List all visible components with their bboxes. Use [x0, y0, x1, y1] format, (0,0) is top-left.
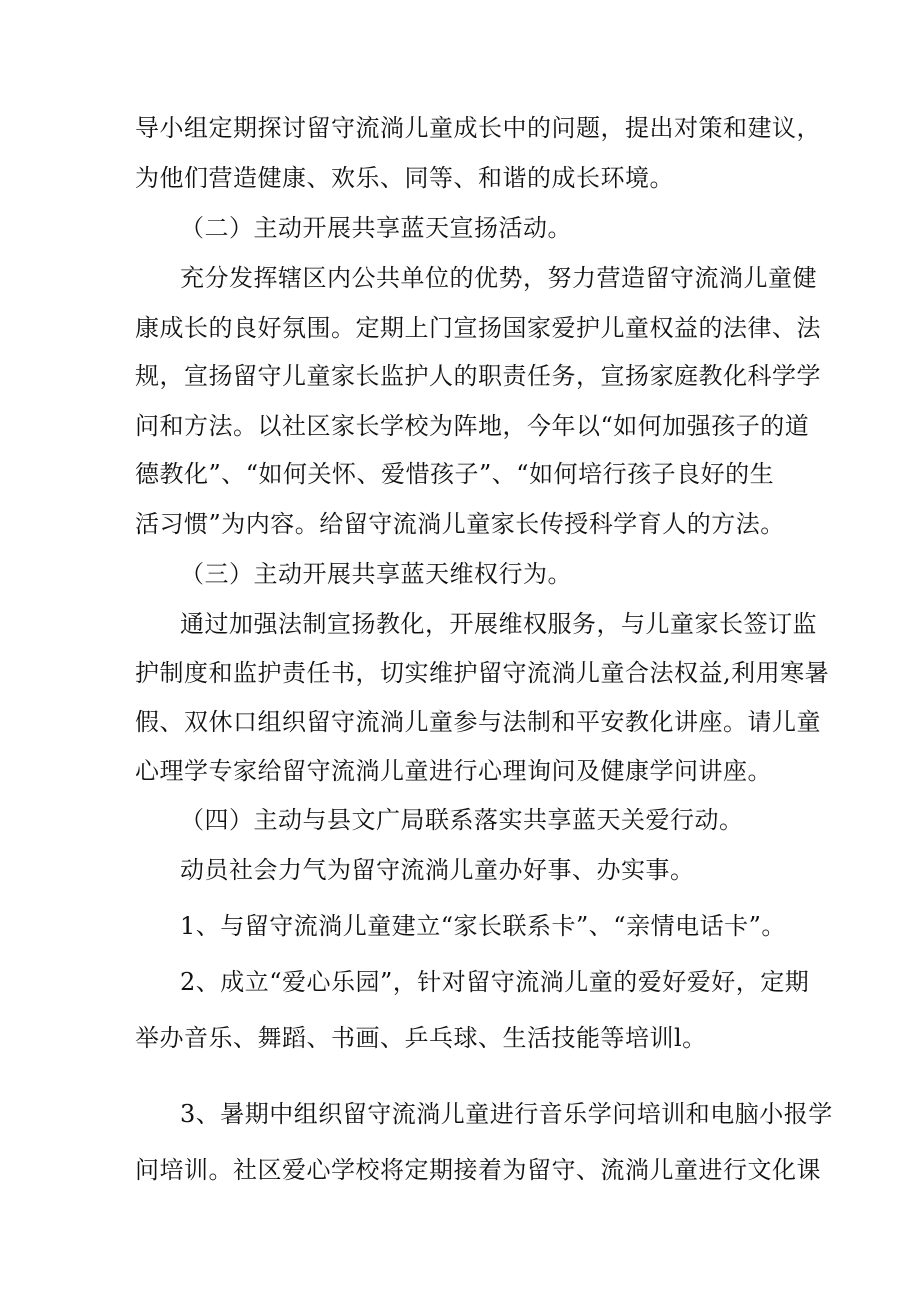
text-line: 为他们营造健康、欢乐、同等、和谐的成长环境。	[135, 164, 674, 192]
text-line: 假、双休口组织留守流淌儿童参与法制和平安教化讲座。请儿童	[135, 708, 821, 736]
section-heading-4: （四）主动与县文广局联系落实共享蓝天关爱行动。	[180, 806, 744, 834]
text-line: 护制度和监护责任书，切实维护留守流淌儿童合法权益,利用寒暑	[135, 659, 830, 687]
section-heading-3: （三）主动开展共享蓝天维权行为。	[180, 560, 572, 588]
text-line: 举办音乐、舞蹈、书画、乒乓球、生活技能等培训l。	[135, 1024, 707, 1052]
text-line: 导小组定期探讨留守流淌儿童成长中的问题，提出对策和建议，	[135, 114, 821, 142]
list-item-1: 1、与留守流淌儿童建立“家长联系卡”、“亲情电话卡”。	[180, 912, 786, 940]
text-line: 通过加强法制宣扬教化，开展维权服务，与儿童家长签订监	[180, 610, 817, 638]
text-line: 规，宣扬留守儿童家长监护人的职责任务，宣扬家庭教化科学学	[135, 362, 821, 390]
text-line: 问培训。社区爱心学校将定期接着为留守、流淌儿童进行文化课	[135, 1156, 821, 1184]
text-line: 充分发挥辖区内公共单位的优势，努力营造留守流淌儿童健	[180, 264, 817, 292]
text-line: 康成长的良好氛围。定期上门宣扬国家爱护儿童权益的法律、法	[135, 314, 821, 342]
text-line: 动员社会力气为留守流淌儿童办好事、办实事。	[180, 856, 695, 884]
list-item-3: 3、暑期中组织留守流淌儿童进行音乐学问培训和电脑小报学	[180, 1100, 833, 1128]
text-line: 心理学专家给留守流淌儿童进行心理询问及健康学问讲座。	[135, 757, 772, 785]
list-item-2: 2、成立“爱心乐园”，针对留守流淌儿童的爱好爱好，定期	[180, 968, 810, 996]
text-line: 德教化”、“如何关怀、爱惜孩子”、“如何培行孩子良好的生	[135, 460, 775, 488]
text-line: 活习惯”为内容。给留守流淌儿童家长传授科学育人的方法。	[135, 510, 785, 538]
text-line: 问和方法。以社区家长学校为阵地，今年以“如何加强孩子的道	[135, 412, 810, 440]
section-heading-2: （二）主动开展共享蓝天宣扬活动。	[180, 214, 572, 242]
